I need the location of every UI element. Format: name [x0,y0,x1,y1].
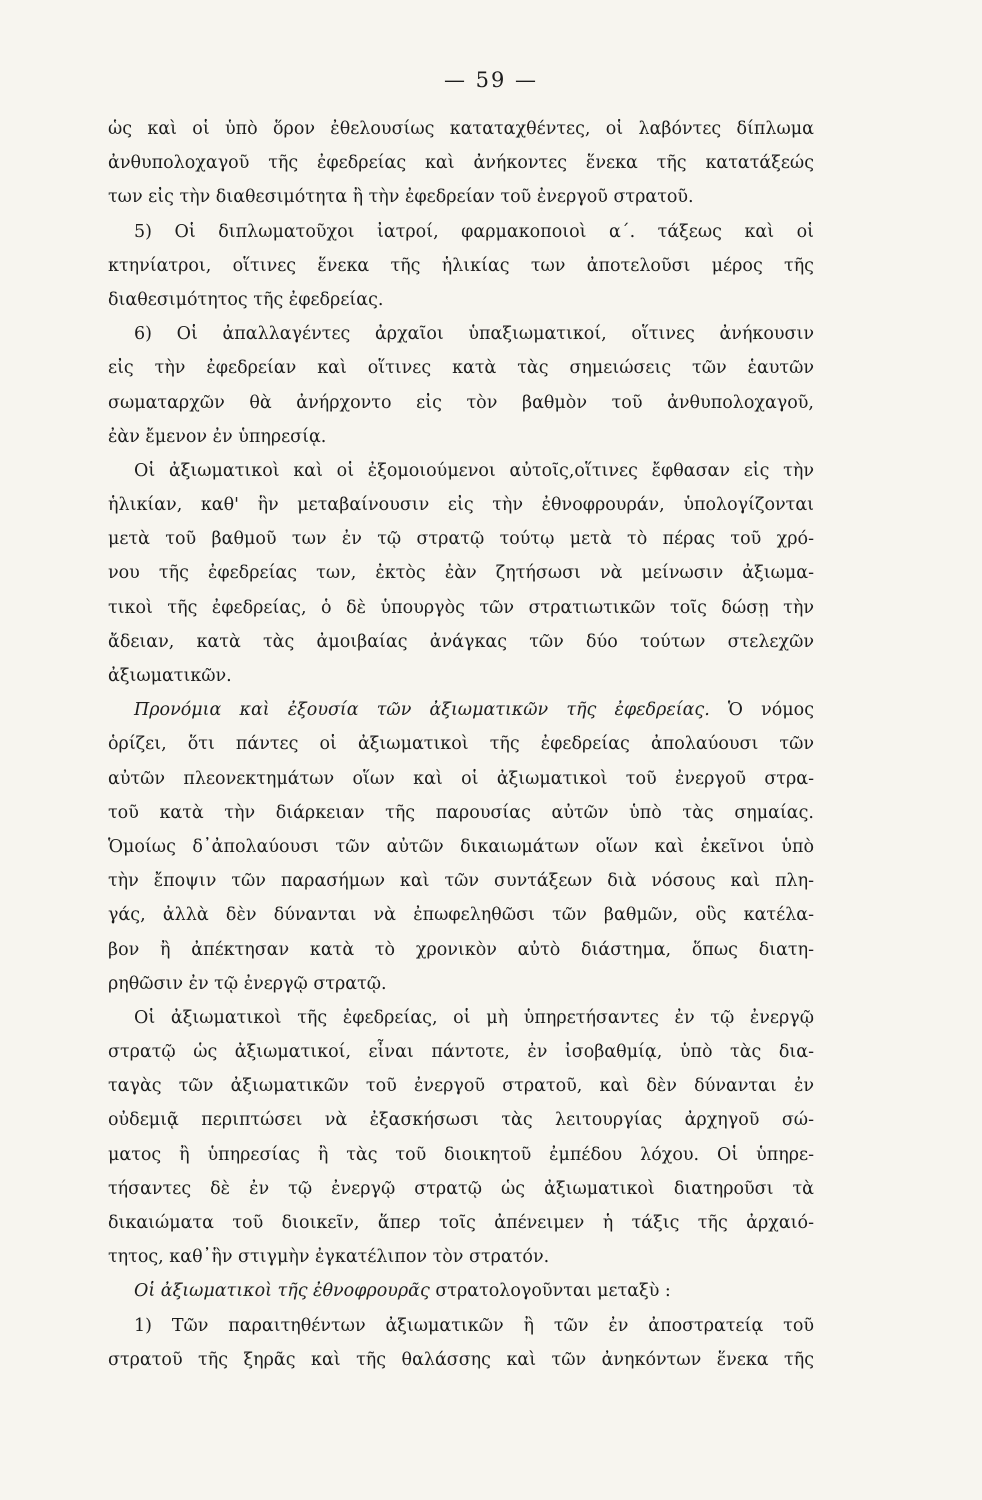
text-line: ἀξιωματικῶν. [108,666,232,686]
line-rest: Ὁ νόμος [709,700,814,721]
text-line: ταγὰς τῶν ἀξιωματικῶν τοῦ ἐνεργοῦ στρατοῦ, καὶ δὲν δύνανται ἐν [108,1076,814,1097]
text-line: οὐδεμιᾷ περιπτώσει νὰ ἐξασκήσωσι τὰς λειτουργίας ἀρχηγοῦ σώ- [108,1110,814,1131]
text-line: σωματαρχῶν θὰ ἀνήρχοντο εἰς τὸν βαθμὸν τοῦ ἀνθυπολοχαγοῦ, [108,392,814,413]
text-line: μετὰ τοῦ βαθμοῦ των ἐν τῷ στρατῷ τούτῳ μετὰ τὸ πέρας τοῦ χρό- [108,529,814,550]
text-line: 5) Οἱ διπλωματοῦχοι ἰατροί, φαρμακοποιοὶ α΄. τάξεως καὶ οἱ [134,221,814,242]
text-line: 1) Τῶν παραιτηθέντων ἀξιωματικῶν ἢ τῶν ἐν ἀποστρατείᾳ τοῦ [134,1315,814,1336]
text-line [108,1274,814,1308]
page-number: — 59 — [443,68,539,92]
text-line: δικαιώματα τοῦ διοικεῖν, ἅπερ τοῖς ἀπένειμεν ἡ τάξις τῆς ἀρχαιό- [108,1213,814,1233]
text-line: ἐὰν ἔμενον ἐν ὑπηρεσίᾳ. [108,426,327,447]
text-line: ρηθῶσιν ἐν τῷ ἐνεργῷ στρατῷ. [108,973,387,994]
text-line: τὴν ἔποψιν τῶν παρασήμων καὶ τῶν συντάξεων διὰ νόσους καὶ πλη- [108,871,814,892]
text-line [108,693,814,727]
text-line: αὐτῶν πλεονεκτημάτων οἵων καὶ οἱ ἀξιωματικοὶ τοῦ ἐνεργοῦ στρα- [108,768,814,789]
text-line: βον ἢ ἀπέκτησαν κατὰ τὸ χρονικὸν αὐτὸ διάστημα, ὅπως διατη- [108,939,814,960]
text-line: των εἰς τὴν διαθεσιμότητα ἢ τὴν ἐφεδρείαν τοῦ ἐνεργοῦ στρατοῦ. [108,187,694,208]
line-rest: στρατολογοῦνται μεταξὺ : [429,1281,671,1302]
text-line: ἡλικίαν, καθ' ἣν μεταβαίνουσιν εἰς τὴν ἐθνοφρουράν, ὑπολογίζονται [108,495,814,516]
text-line: τητος, καθ᾽ἣν στιγμὴν ἐγκατέλιπον τὸν στρατόν. [108,1247,550,1268]
text-line: κτηνίατροι, οἵτινες ἕνεκα τῆς ἡλικίας των ἀποτελοῦσι μέρος τῆς [108,255,814,276]
text-line: ὡς καὶ οἱ ὑπὸ ὅρον ἐθελουσίως καταταχθέντες, οἱ λαβόντες δίπλωμα [108,119,814,139]
text-line: 6) Οἱ ἀπαλλαγέντες ἀρχαῖοι ὑπαξιωματικοί, οἵτινες ἀνήκουσιν [134,324,814,345]
text-line: ἀνθυπολοχαγοῦ τῆς ἐφεδρείας καὶ ἀνήκοντες ἕνεκα τῆς κατατάξεώς [108,153,814,174]
italic-heading: Προνόμια καὶ ἐξουσία τῶν ἀξιωματικῶν τῆς ἐφεδρείας. [134,700,710,721]
text-line: γάς, ἀλλὰ δὲν δύνανται νὰ ἐπωφεληθῶσι τῶν βαθμῶν, οὓς κατέλα- [108,905,814,926]
text-line: τοῦ κατὰ τὴν διάρκειαν τῆς παρουσίας αὐτῶν ὑπὸ τὰς σημαίας. [108,802,814,823]
text-line: στρατοῦ τῆς ξηρᾶς καὶ τῆς θαλάσσης καὶ τῶν ἀνηκόντων ἕνεκα τῆς [108,1349,814,1370]
text-line: Ὁμοίως δ᾽ἀπολαύουσι τῶν αὐτῶν δικαιωμάτων οἵων καὶ ἐκεῖνοι ὑπὸ [108,836,814,857]
text-line: ὁρίζει, ὅτι πάντες οἱ ἀξιωματικοὶ τῆς ἐφεδρείας ἀπολαύουσι τῶν [108,734,814,755]
body-text [108,112,814,1377]
text-line: διαθεσιμότητος τῆς ἐφεδρείας. [108,289,384,310]
text-line: στρατῷ ὡς ἀξιωματικοί, εἶναι πάντοτε, ἐν ἰσοβαθμίᾳ, ὑπὸ τὰς δια- [108,1042,814,1063]
text-line: τήσαντες δὲ ἐν τῷ ἐνεργῷ στρατῷ ὡς ἀξιωματικοὶ διατηροῦσι τὰ [108,1178,814,1199]
text-line: εἰς τὴν ἐφεδρείαν καὶ οἵτινες κατὰ τὰς σημειώσεις τῶν ἑαυτῶν [108,358,814,379]
italic-heading: Οἱ ἀξιωματικοὶ τῆς ἐθνοφρουρᾶς [134,1281,430,1302]
text-line: τικοὶ τῆς ἐφεδρείας, ὁ δὲ ὑπουργὸς τῶν στρατιωτικῶν τοῖς δώσῃ τὴν [108,597,814,618]
text-line: Οἱ ἀξιωματικοὶ καὶ οἱ ἐξομοιούμενοι αὐτοῖς,οἵτινες ἔφθασαν εἰς τὴν [134,460,814,481]
text-line: ματος ἢ ὑπηρεσίας ἢ τὰς τοῦ διοικητοῦ ἐμπέδου λόχου. Οἱ ὑπηρε- [108,1144,814,1165]
text-line: Οἱ ἀξιωματικοὶ τῆς ἐφεδρείας, οἱ μὴ ὑπηρετήσαντες ἐν τῷ ἐνεργῷ [134,1007,814,1028]
text-line: ἄδειαν, κατὰ τὰς ἀμοιβαίας ἀνάγκας τῶν δύο τούτων στελεχῶν [108,631,814,652]
text-line: νου τῆς ἐφεδρείας των, ἐκτὸς ἐὰν ζητήσωσι νὰ μείνωσιν ἀξιωμα- [108,563,814,584]
